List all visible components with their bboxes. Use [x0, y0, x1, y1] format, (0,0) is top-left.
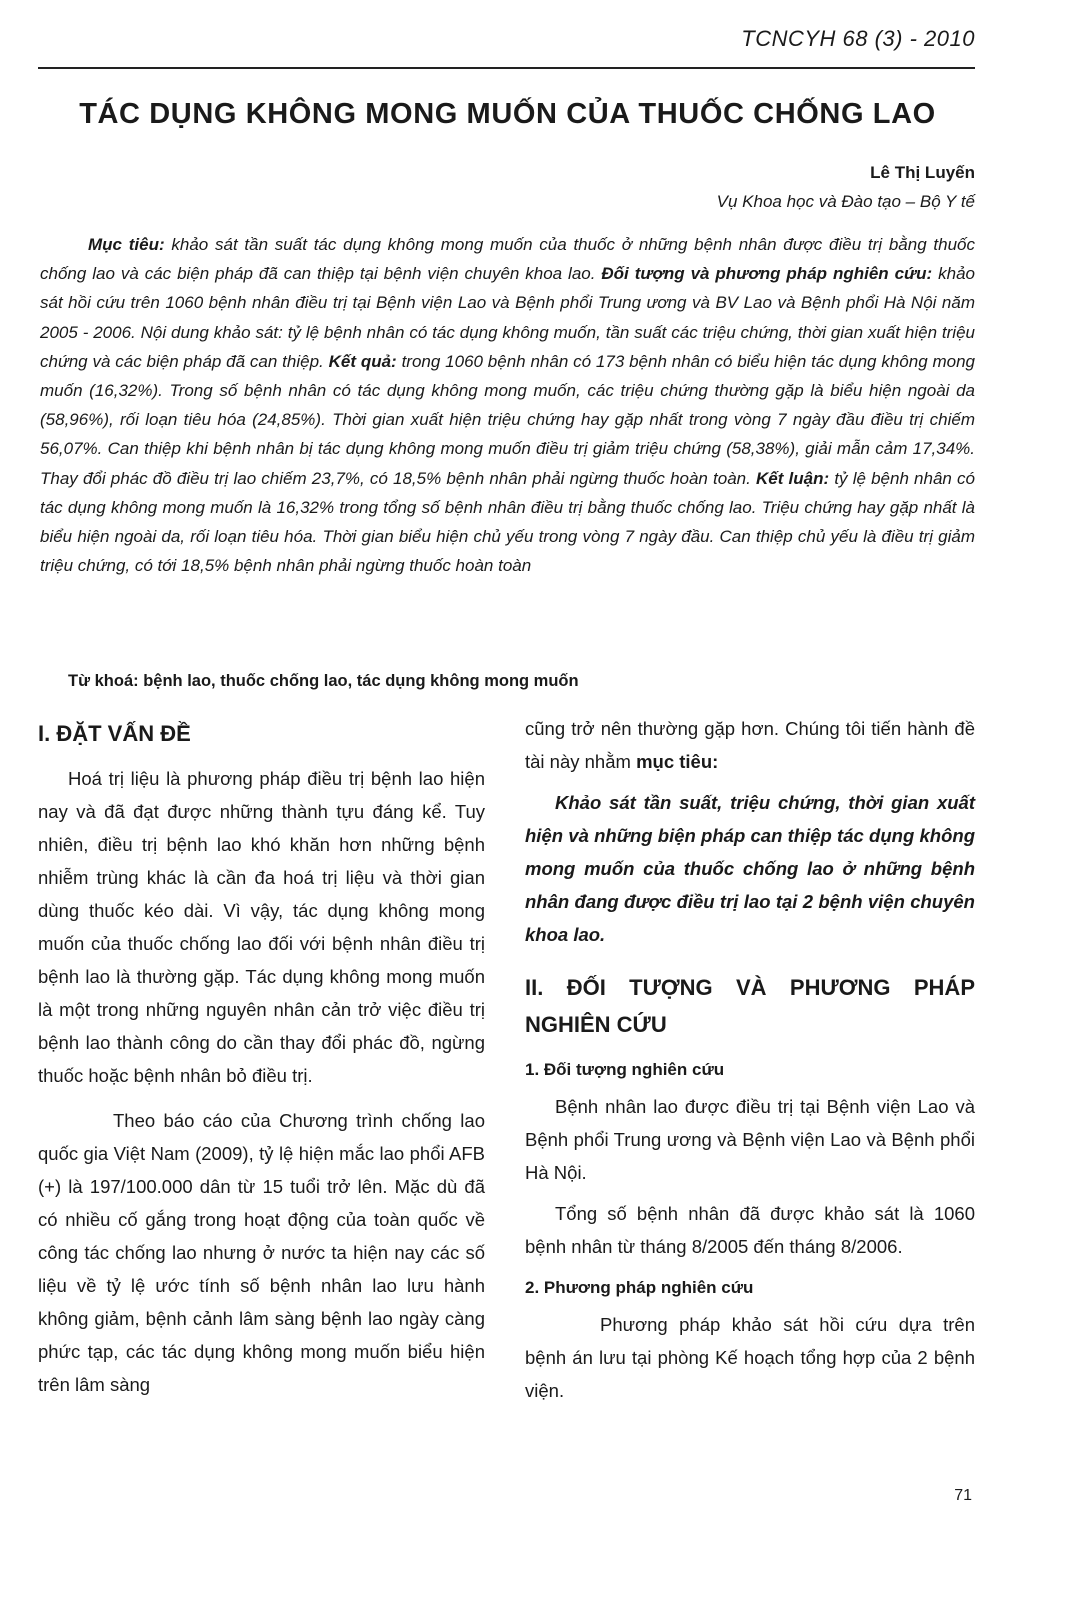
journal-citation: TCNCYH 68 (3) - 2010 — [741, 26, 975, 51]
author-name: Lê Thị Luyến — [870, 163, 975, 182]
objective-label: mục tiêu: — [636, 751, 719, 772]
right-column — [525, 712, 975, 1407]
abstract-label-objective: Mục tiêu: — [88, 235, 165, 254]
abstract — [40, 230, 975, 580]
paragraph — [525, 712, 975, 778]
abstract-conclusion: tỷ lệ bệnh nhân có tác dụng không mong muốn là 16,32% trong tổng số bệnh nhân điều trị bằng thuốc chống lao. Triệu chứng hay gặp nhất là biểu hiện ngoài da, rối loạn tiêu hóa. Thời gian biểu hiện chủ yếu trong vòng 7 ngày đầu. Can thiệp chủ yếu là điều trị giảm triệu chứng, có tới 18,5% bệnh nhân phải ngừng thuốc hoàn toàn — [40, 468, 975, 576]
paragraph: Bệnh nhân lao được điều trị tại Bệnh viện Lao và Bệnh phổi Trung ương và Bệnh viện Lao và Bệnh phổi Hà Nội. — [525, 1096, 975, 1183]
paragraph-text: cũng trở nên thường gặp hơn. Chúng tôi tiến hành đề tài này nhằm — [525, 718, 975, 772]
abstract-methods: khảo sát hồi cứu trên 1060 bệnh nhân điều trị tại Bệnh viện Lao và Bệnh phổi Trung ương và BV Lao và Bệnh phổi Hà Nội năm 2005 - 2006. Nội dung khảo sát: tỷ lệ bệnh nhân có tác dụng không muốn, tần suất các triệu chứng, thời gian xuất hiện triệu chứng và các biện pháp đã can thiệp. — [40, 264, 976, 371]
keywords: Từ khoá: bệnh lao, thuốc chống lao, tác dụng không mong muốn — [68, 672, 579, 690]
left-column — [38, 716, 485, 1401]
section-heading-methods: II. ĐỐI TƯỢNG VÀ PHƯƠNG PHÁP — [525, 975, 975, 1000]
paragraph: Phương pháp khảo sát hồi cứu dựa trên bệnh án lưu tại phòng Kế hoạch tổng hợp của 2 bệnh viện. — [525, 1314, 975, 1401]
section-heading-introduction: I. ĐẶT VẤN ĐỀ — [38, 721, 191, 746]
abstract-label-results: Kết quả: — [328, 351, 397, 371]
abstract-label-conclusion: Kết luận: — [756, 468, 830, 488]
section-heading-methods-cont: NGHIÊN CỨU — [525, 1012, 667, 1037]
author-affiliation: Vụ Khoa học và Đào tạo – Bộ Y tế — [716, 192, 975, 211]
page-number: 71 — [954, 1487, 972, 1504]
article-title: TÁC DỤNG KHÔNG MONG MUỐN CỦA THUỐC CHỐNG LAO — [79, 98, 936, 130]
paragraph: Tổng số bệnh nhân đã được khảo sát là 1060 bệnh nhân từ tháng 8/2005 đến tháng 8/2006. — [525, 1203, 975, 1257]
subheading-subjects: 1. Đối tượng nghiên cứu — [525, 1060, 725, 1079]
abstract-label-methods: Đối tượng và phương pháp nghiên cứu: — [601, 264, 933, 284]
abstract-objective: khảo sát tần suất tác dụng không mong muốn của thuốc ở những bệnh nhân được điều trị bằng thuốc chống lao và các biện pháp đã can thiệp tại bệnh viện chuyên khoa lao. — [40, 235, 975, 284]
paragraph: Theo báo cáo của Chương trình chống lao quốc gia Việt Nam (2009), tỷ lệ hiện mắc lao phổi AFB (+) là 197/100.000 dân từ 15 tuổi trở lên. Mặc dù đã có nhiều cố gắng trong hoạt động của toàn quốc về công tác chống lao nhưng ở nước ta hiện nay các số liệu về tỷ lệ ước tính số bệnh nhân lao lưu hành không giảm, bệnh cảnh lâm sàng bệnh lao ngày càng phức tạp, các tác dụng không mong muốn biểu hiện trên lâm sàng — [38, 1110, 485, 1395]
abstract-results: trong 1060 bệnh nhân có 173 bệnh nhân có biểu hiện tác dụng không mong muốn (16,32%). Trong số bệnh nhân có tác dụng không mong muốn, các triệu chứng thường gặp là biểu hiện ngoài da (58,96%), rối loạn tiêu hóa (24,85%). Thời gian xuất hiện triệu chứng hay gặp nhất trong vòng 7 ngày đầu điều trị chiếm 56,07%. Can thiệp khi bệnh nhân bị tác dụng không mong muốn điều trị giảm triệu chứng (58,38%), giải mẫn cảm 17,34%. Thay đổi phác đồ điều trị lao chiếm 23,7%, có 18,5% bệnh nhân phải ngừng thuốc hoàn toàn. — [40, 351, 976, 488]
study-objective: Khảo sát tần suất, triệu chứng, thời gian xuất hiện và những biện pháp can thiệp tác dụng không mong muốn của thuốc chống lao ở những bệnh nhân đang được điều trị lao tại 2 bệnh viện chuyên khoa lao. — [525, 792, 975, 945]
subheading-methods: 2. Phương pháp nghiên cứu — [525, 1278, 754, 1297]
header-rule — [38, 67, 975, 69]
paragraph: Hoá trị liệu là phương pháp điều trị bệnh lao hiện nay và đã đạt được những thành tựu đáng kể. Tuy nhiên, điều trị bệnh lao khó khăn hơn những bệnh nhiễm trùng khác là cần đa hoá trị liệu và thời gian dùng thuốc kéo dài. Vì vậy, tác dụng không mong muốn của thuốc chống lao đối với bệnh nhân điều trị bệnh lao là thường gặp. Tác dụng không mong muốn là một trong những nguyên nhân cản trở việc điều trị bệnh lao thành công do cần thay đổi phác đồ, ngừng thuốc hoặc bệnh nhân bỏ điều trị. — [38, 768, 485, 1086]
